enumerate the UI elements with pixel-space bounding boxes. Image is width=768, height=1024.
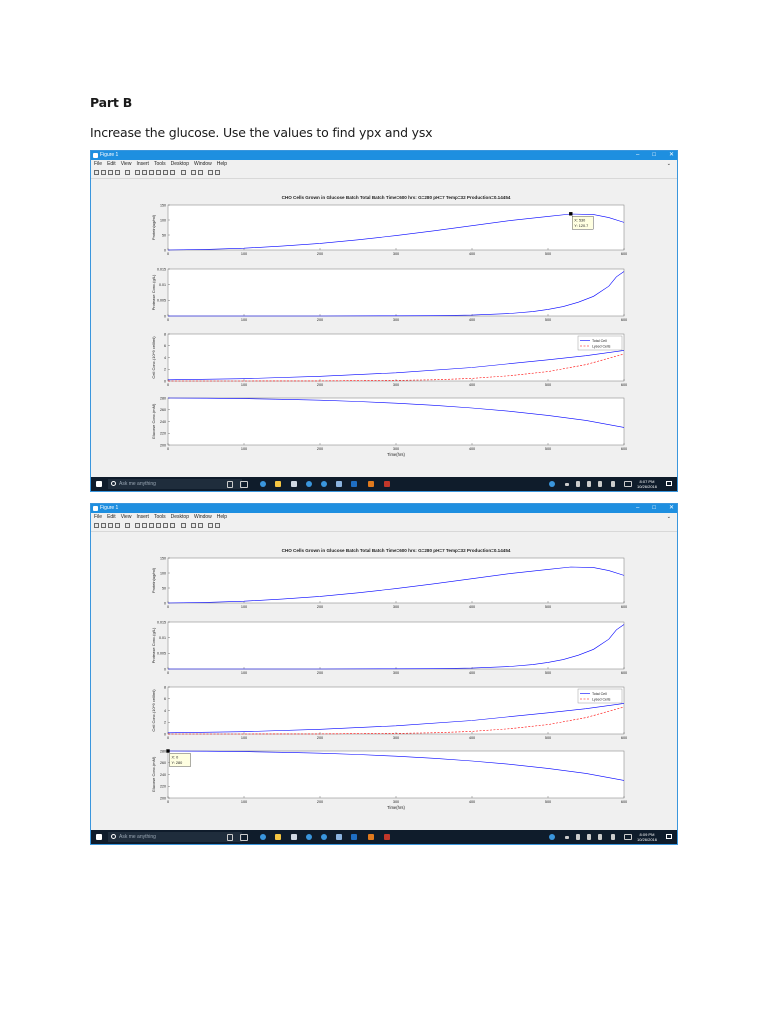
microphone-icon[interactable] [227, 481, 233, 488]
print-icon[interactable] [115, 170, 120, 175]
datatip-marker [166, 749, 169, 752]
open-file-icon[interactable] [101, 523, 106, 528]
pan-icon[interactable] [149, 523, 154, 528]
y-axis-label: Cell Conc.(10^9 cell/ml) [151, 336, 156, 379]
y-tick-label: 220 [160, 784, 166, 789]
x-tick-label: 300 [392, 318, 400, 322]
x-tick-label: 200 [316, 605, 324, 609]
menu-edit[interactable]: Edit [107, 514, 116, 520]
menu-desktop[interactable]: Desktop [170, 161, 189, 167]
x-tick-label: 200 [316, 671, 324, 675]
axes-box [168, 622, 624, 669]
window-titlebar [91, 151, 677, 160]
legend-entry: Total Cell [592, 338, 607, 343]
x-tick-label: 0 [166, 383, 170, 387]
x-tick-label: 400 [468, 318, 476, 322]
x-tick-label: 0 [166, 800, 170, 804]
app-icon[interactable] [306, 834, 312, 840]
matlab-icon[interactable] [368, 834, 374, 840]
close-button[interactable]: ✕ [668, 505, 674, 511]
subplot-axes [151, 556, 627, 609]
wifi-icon[interactable] [598, 481, 602, 487]
photos-icon[interactable] [336, 834, 342, 840]
clock-date: 10/26/2016 [636, 484, 657, 489]
menu-file[interactable]: File [94, 161, 103, 167]
pen-icon[interactable] [611, 481, 615, 487]
axes-box [168, 269, 624, 316]
people-icon[interactable] [549, 481, 555, 487]
x-tick-label: 300 [392, 671, 400, 675]
y-tick-label: 0 [164, 667, 166, 672]
y-tick-label: 0.01 [159, 283, 166, 288]
pan-icon[interactable] [149, 170, 154, 175]
notification-center-icon[interactable] [666, 481, 672, 486]
show-plot-tools-icon[interactable] [215, 523, 220, 528]
chevron-up-icon[interactable] [565, 483, 569, 486]
pen-icon[interactable] [611, 834, 615, 840]
x-tick-label: 300 [392, 605, 400, 609]
menu-bar [91, 160, 677, 168]
y-tick-label: 280 [160, 396, 166, 401]
taskbar-clock[interactable] [637, 832, 657, 842]
window-titlebar [91, 504, 677, 513]
y-tick-label: 0 [164, 732, 166, 737]
chevron-down-icon[interactable]: ⌄ [666, 514, 671, 520]
close-button[interactable]: ✕ [668, 152, 674, 158]
clock-time: 8:07 PM [639, 479, 655, 484]
menu-insert[interactable]: Insert [136, 161, 149, 167]
word-icon[interactable] [351, 834, 357, 840]
datatip-y-label: Y: 280 [171, 761, 183, 765]
figure-title: CHO Cells Grown in Glucose Batch Total Batch Time=600 hrs: G=280 pH=7 Temp=32 Production=0.14454 [281, 548, 511, 553]
x-tick-label: 0 [166, 671, 170, 675]
x-axis-label: Time(hrs) [387, 805, 405, 810]
chevron-up-icon[interactable] [565, 836, 569, 839]
x-tick-label: 300 [392, 447, 400, 451]
x-tick-label: 500 [544, 252, 552, 256]
y-axis-label: Protease Conc.(g/L) [151, 627, 156, 664]
legend-entry: Lysed Cells [592, 344, 611, 349]
y-tick-label: 8 [164, 685, 166, 690]
x-tick-label: 100 [240, 383, 248, 387]
figure-title: CHO Cells Grown in Glucose Batch Total Batch Time=600 hrs: G=280 pH=7 Temp=32 Production=0.14454 [281, 195, 511, 200]
network-icon[interactable] [576, 481, 580, 487]
app-icon[interactable] [321, 481, 327, 487]
x-tick-label: 100 [240, 736, 248, 740]
matlab-icon[interactable] [368, 481, 374, 487]
y-tick-label: 0.005 [157, 298, 166, 303]
taskbar-clock[interactable] [637, 479, 657, 489]
legend-entry: Lysed Cells [592, 697, 611, 702]
y-tick-label: 6 [164, 344, 166, 349]
legend-entry: Total Cell [592, 691, 607, 696]
datatip-x-label: X: 0 [171, 755, 179, 760]
x-tick-label: 500 [544, 736, 552, 740]
y-tick-label: 0 [164, 248, 166, 253]
y-tick-label: 100 [160, 571, 166, 576]
y-tick-label: 200 [160, 796, 166, 801]
x-tick-label: 500 [544, 318, 552, 322]
x-tick-label: 500 [544, 605, 552, 609]
menu-window[interactable]: Window [193, 161, 212, 167]
y-tick-label: 50 [162, 586, 166, 591]
volume-icon[interactable] [587, 481, 591, 487]
menu-insert[interactable]: Insert [136, 514, 149, 520]
app-icon[interactable] [306, 481, 312, 487]
menu-window[interactable]: Window [193, 514, 212, 520]
y-axis-label: Glucose Conc.(mM) [151, 756, 156, 793]
minimize-button[interactable]: – [636, 152, 640, 158]
y-tick-label: 0.01 [159, 636, 166, 641]
x-tick-label: 0 [166, 736, 170, 740]
task-view-icon[interactable] [240, 481, 248, 488]
zoom-out-icon[interactable] [142, 523, 147, 528]
y-tick-label: 240 [160, 772, 166, 777]
axes-box [168, 205, 624, 250]
x-tick-label: 400 [468, 383, 476, 387]
insert-legend-icon[interactable] [198, 170, 203, 175]
y-axis-label: Protein(ug/ml) [151, 567, 156, 594]
x-tick-label: 0 [166, 252, 170, 256]
figure-window-screenshot [90, 150, 678, 492]
axes-box [168, 751, 624, 798]
x-tick-label: 300 [392, 383, 400, 387]
y-tick-label: 6 [164, 697, 166, 702]
window-title: Figure 1 [100, 152, 119, 158]
datatip-marker [569, 212, 572, 215]
rotate-icon[interactable] [156, 523, 161, 528]
x-tick-label: 400 [468, 800, 476, 804]
figure-taskbar-icon[interactable] [384, 481, 390, 487]
x-tick-label: 600 [620, 252, 628, 256]
microphone-icon[interactable] [227, 834, 233, 841]
legend [578, 336, 622, 350]
volume-icon[interactable] [587, 834, 591, 840]
x-tick-label: 400 [468, 671, 476, 675]
x-tick-label: 400 [468, 736, 476, 740]
x-tick-label: 100 [240, 800, 248, 804]
taskbar-search-input[interactable] [108, 832, 242, 842]
y-tick-label: 0 [164, 314, 166, 319]
figure-window-screenshot [90, 503, 678, 845]
save-icon[interactable] [108, 170, 113, 175]
x-tick-label: 200 [316, 318, 324, 322]
y-tick-label: 260 [160, 408, 166, 413]
x-tick-label: 500 [544, 671, 552, 675]
y-tick-label: 240 [160, 419, 166, 424]
axes-box [168, 687, 624, 734]
x-tick-label: 0 [166, 318, 170, 322]
y-tick-label: 260 [160, 761, 166, 766]
brush-icon[interactable] [170, 523, 175, 528]
show-plot-tools-icon[interactable] [215, 170, 220, 175]
axes-box [168, 398, 624, 445]
x-tick-label: 200 [316, 252, 324, 256]
axes-box [168, 334, 624, 381]
x-tick-label: 0 [166, 447, 170, 451]
cortana-icon [111, 834, 116, 839]
data-cursor-icon[interactable] [163, 170, 168, 175]
y-tick-label: 0 [164, 601, 166, 606]
x-tick-label: 100 [240, 605, 248, 609]
x-tick-label: 100 [240, 252, 248, 256]
insert-legend-icon[interactable] [198, 523, 203, 528]
app-icon[interactable] [321, 834, 327, 840]
y-tick-label: 150 [160, 203, 166, 208]
maximize-button[interactable]: □ [652, 152, 656, 158]
cortana-icon [111, 481, 116, 486]
file-explorer-icon[interactable] [275, 834, 281, 840]
y-axis-label: Cell Conc.(10^9 cell/ml) [151, 689, 156, 732]
insert-colorbar-icon[interactable] [191, 523, 196, 528]
matlab-figure [91, 531, 678, 832]
y-tick-label: 4 [164, 355, 166, 360]
y-tick-label: 200 [160, 443, 166, 448]
y-tick-label: 50 [162, 233, 166, 238]
zoom-in-icon[interactable] [135, 523, 140, 528]
x-tick-label: 100 [240, 671, 248, 675]
x-tick-label: 500 [544, 383, 552, 387]
x-tick-label: 200 [316, 447, 324, 451]
y-tick-label: 0.005 [157, 651, 166, 656]
legend [578, 689, 622, 703]
insert-colorbar-icon[interactable] [191, 170, 196, 175]
taskbar-search-input[interactable] [108, 479, 242, 489]
x-tick-label: 400 [468, 252, 476, 256]
link-plot-icon[interactable] [181, 523, 186, 528]
subplot-axes [151, 396, 627, 457]
matlab-figure-icon [93, 153, 98, 158]
menu-view[interactable]: View [120, 161, 132, 167]
clock-time: 8:09 PM [639, 832, 655, 837]
x-tick-label: 400 [468, 447, 476, 451]
menu-tools[interactable]: Tools [153, 514, 166, 520]
menu-edit[interactable]: Edit [107, 161, 116, 167]
matlab-figure-icon [93, 506, 98, 511]
search-placeholder: Ask me anything [119, 834, 156, 840]
y-tick-label: 2 [164, 367, 166, 372]
y-axis-label: Protease Conc.(g/L) [151, 274, 156, 311]
x-tick-label: 600 [620, 800, 628, 804]
x-tick-label: 200 [316, 800, 324, 804]
menu-help[interactable]: Help [216, 161, 228, 167]
edge-browser-icon[interactable] [260, 834, 266, 840]
link-plot-icon[interactable] [181, 170, 186, 175]
document-subheading: Increase the glucose. Use the values to find ypx and ysx [90, 125, 433, 140]
new-figure-icon[interactable] [94, 170, 99, 175]
x-tick-label: 400 [468, 605, 476, 609]
x-tick-label: 500 [544, 447, 552, 451]
x-tick-label: 300 [392, 736, 400, 740]
store-icon[interactable] [291, 834, 297, 840]
print-icon[interactable] [115, 523, 120, 528]
x-tick-label: 600 [620, 671, 628, 675]
word-icon[interactable] [351, 481, 357, 487]
windows-taskbar [91, 830, 677, 844]
subplot-axes [151, 685, 627, 740]
menu-view[interactable]: View [120, 514, 132, 520]
minimize-button[interactable]: – [636, 505, 640, 511]
new-figure-icon[interactable] [94, 523, 99, 528]
x-tick-label: 300 [392, 252, 400, 256]
y-tick-label: 220 [160, 431, 166, 436]
axes-box [168, 558, 624, 603]
brush-icon[interactable] [170, 170, 175, 175]
x-tick-label: 200 [316, 736, 324, 740]
figure-taskbar-icon[interactable] [384, 834, 390, 840]
menu-file[interactable]: File [94, 514, 103, 520]
keyboard-icon[interactable] [624, 834, 632, 840]
datatip-y-label: Y: 120.7 [574, 223, 589, 228]
edge-browser-icon[interactable] [260, 481, 266, 487]
zoom-out-icon[interactable] [142, 170, 147, 175]
x-tick-label: 600 [620, 736, 628, 740]
y-tick-label: 8 [164, 332, 166, 337]
data-cursor-icon[interactable] [163, 523, 168, 528]
x-tick-label: 200 [316, 383, 324, 387]
menu-bar [91, 513, 677, 521]
x-tick-label: 300 [392, 800, 400, 804]
clock-date: 10/26/2016 [636, 837, 657, 842]
keyboard-icon[interactable] [624, 481, 632, 487]
y-tick-label: 4 [164, 708, 166, 713]
x-tick-label: 500 [544, 800, 552, 804]
file-explorer-icon[interactable] [275, 481, 281, 487]
x-tick-label: 100 [240, 447, 248, 451]
maximize-button[interactable]: □ [652, 505, 656, 511]
network-icon[interactable] [576, 834, 580, 840]
window-title: Figure 1 [100, 505, 119, 511]
menu-help[interactable]: Help [216, 514, 228, 520]
y-axis-label: Protein(ug/ml) [151, 214, 156, 241]
menu-tools[interactable]: Tools [153, 161, 166, 167]
y-tick-label: 0.015 [157, 267, 166, 272]
y-tick-label: 0.015 [157, 620, 166, 625]
save-icon[interactable] [108, 523, 113, 528]
notification-center-icon[interactable] [666, 834, 672, 839]
x-axis-label: Time(hrs) [387, 452, 405, 457]
menu-desktop[interactable]: Desktop [170, 514, 189, 520]
subplot-axes [151, 620, 627, 675]
datatip-x-label: X: 530 [574, 218, 586, 223]
windows-start-icon[interactable] [96, 834, 102, 840]
x-tick-label: 600 [620, 605, 628, 609]
wifi-icon[interactable] [598, 834, 602, 840]
y-axis-label: Glucose Conc.(mM) [151, 403, 156, 440]
subplot-axes [151, 267, 627, 322]
hide-plot-tools-icon[interactable] [208, 170, 213, 175]
task-view-icon[interactable] [240, 834, 248, 841]
y-tick-label: 100 [160, 218, 166, 223]
y-tick-label: 0 [164, 379, 166, 384]
windows-taskbar [91, 477, 677, 491]
x-tick-label: 0 [166, 605, 170, 609]
x-tick-label: 600 [620, 318, 628, 322]
y-tick-label: 2 [164, 720, 166, 725]
hide-plot-tools-icon[interactable] [208, 523, 213, 528]
zoom-in-icon[interactable] [135, 170, 140, 175]
edit-plot-icon[interactable] [125, 170, 130, 175]
y-tick-label: 280 [160, 749, 166, 754]
subplot-axes [151, 203, 627, 256]
document-heading: Part B [90, 95, 133, 110]
search-placeholder: Ask me anything [119, 481, 156, 487]
edit-plot-icon[interactable] [125, 523, 130, 528]
y-tick-label: 150 [160, 556, 166, 561]
store-icon[interactable] [291, 481, 297, 487]
x-tick-label: 600 [620, 447, 628, 451]
people-icon[interactable] [549, 834, 555, 840]
matlab-figure [91, 178, 678, 479]
x-tick-label: 100 [240, 318, 248, 322]
photos-icon[interactable] [336, 481, 342, 487]
subplot-axes [151, 749, 627, 810]
open-file-icon[interactable] [101, 170, 106, 175]
windows-start-icon[interactable] [96, 481, 102, 487]
rotate-icon[interactable] [156, 170, 161, 175]
x-tick-label: 600 [620, 383, 628, 387]
chevron-down-icon[interactable]: ⌄ [666, 161, 671, 167]
subplot-axes [151, 332, 627, 387]
